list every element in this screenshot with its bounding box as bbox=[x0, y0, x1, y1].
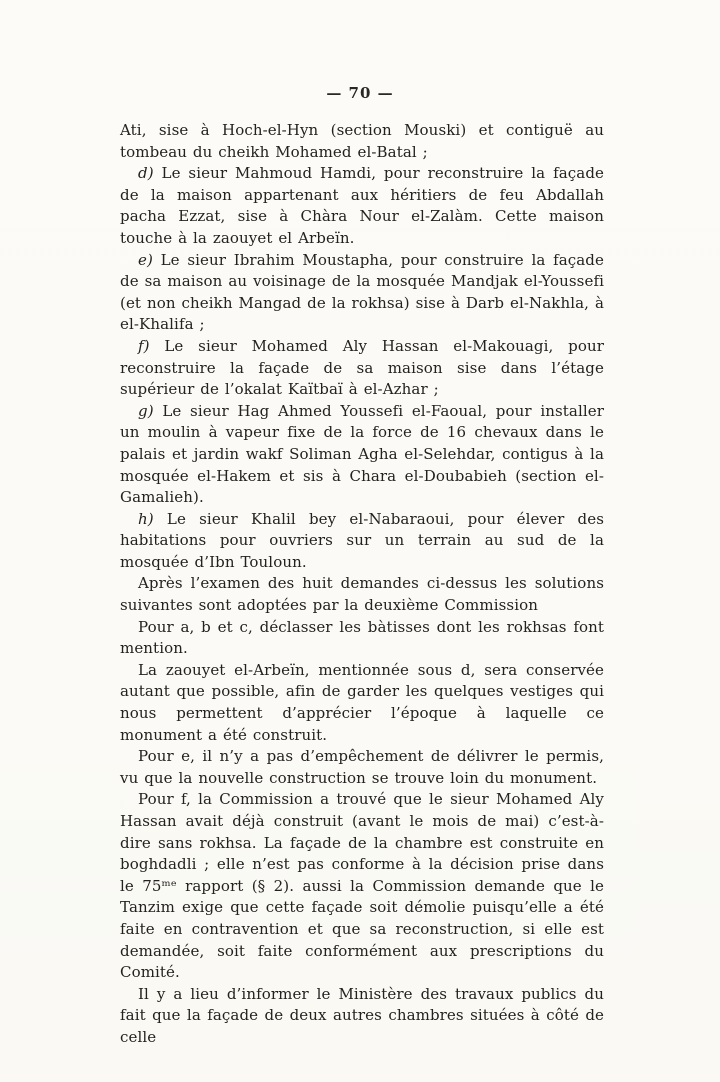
paragraph bbox=[120, 336, 604, 401]
paragraph bbox=[120, 984, 604, 1049]
paragraph-text: Il y a lieu d’informer le Ministère des travaux publics du fait que la façade de deux autres chambres situées à côté de celle bbox=[120, 984, 604, 1046]
paragraph-text: La zaouyet el-Arbeïn, mentionnée sous d, sera conservée autant que possible, afin de garder les quelques vestiges qui nous permettent d’apprécier l’époque à laquelle ce monument a été construit. bbox=[120, 660, 604, 744]
paragraph bbox=[120, 509, 604, 574]
paragraph bbox=[120, 573, 604, 616]
paragraph-text: Le sieur Hag Ahmed Youssefi el-Faoual, pour installer un moulin à vapeur fixe de la force de 16 chevaux dans le palais et jardin wakf Soliman Agha el-Selehdar, contigus à la mosquée el-Hakem et sis à Chara el-Doubabieh (section el-Gamalieh). bbox=[120, 401, 604, 507]
paragraph-text: Ati, sise à Hoch-el-Hyn (section Mouski) et contiguë au tombeau du cheikh Mohamed el-Batal ; bbox=[120, 121, 604, 161]
paragraph bbox=[120, 660, 604, 746]
paragraph-text: Pour e, il n’y a pas d’empêchement de délivrer le permis, vu que la nouvelle construction se trouve loin du monument. bbox=[120, 747, 604, 787]
text-block bbox=[120, 120, 604, 1049]
paragraph-text: Pour f, la Commission a trouvé que le sieur Mohamed Aly Hassan avait déjà construit (avant le mois de mai) c’est-à-dire sans rokhsa. La façade de la chambre est construite en boghdadli ; elle n’est pas conforme à la décision prise dans le 75ᵐᵉ rapport (§ 2). aussi la Commission demande que le Tanzim exige que cette façade soit démolie puisqu’elle a été faite en contravention et que sa reconstruction, si elle est demandée, soit faite conformément aux prescriptions du Comité. bbox=[120, 790, 604, 982]
paragraph bbox=[120, 789, 604, 983]
paragraph-lead: d) bbox=[138, 164, 162, 183]
paragraph-text: Le sieur Ibrahim Moustapha, pour construire la façade de sa maison au voisinage de la mosquée Mandjak el-Youssefi (et non cheikh Mangad de la rokhsa) sise à Darb el-Nakhla, à el-Khalifa ; bbox=[120, 250, 604, 334]
paragraph-lead: f) bbox=[138, 336, 165, 355]
paragraph-lead: g) bbox=[138, 401, 163, 420]
paragraph bbox=[120, 746, 604, 789]
paragraph bbox=[120, 120, 604, 163]
paragraph bbox=[120, 617, 604, 660]
paragraph-text: Le sieur Mohamed Aly Hassan el-Makouagi, pour reconstruire la façade de sa maison sise dans l’étage supérieur de l’okalat Kaïtbaï à el-Azhar ; bbox=[120, 336, 604, 399]
paragraph-text: Pour a, b et c, déclasser les bàtisses dont les rokhsas font mention. bbox=[120, 617, 604, 658]
paragraph-text: Après l’examen des huit demandes ci-dessus les solutions suivantes sont adoptées par la deuxième Commission bbox=[120, 574, 604, 615]
paragraph bbox=[120, 163, 604, 249]
paragraph-text: Le sieur Khalil bey el-Nabaraoui, pour élever des habitations pour ouvriers sur un terrain au sud de la mosquée d’Ibn Touloun. bbox=[120, 509, 604, 571]
paragraph-text: Le sieur Mahmoud Hamdi, pour reconstruire la façade de la maison appartenant aux héritiers de feu Abdallah pacha Ezzat, sise à Chàra Nour el-Zalàm. Cette maison touche à la zaouyet el Arbeïn. bbox=[120, 164, 604, 247]
paragraph-lead: h) bbox=[138, 509, 167, 528]
paragraph bbox=[120, 250, 604, 336]
paragraph-lead: e) bbox=[138, 250, 161, 269]
paragraph bbox=[120, 401, 604, 509]
page-number: — 70 — bbox=[326, 84, 394, 102]
